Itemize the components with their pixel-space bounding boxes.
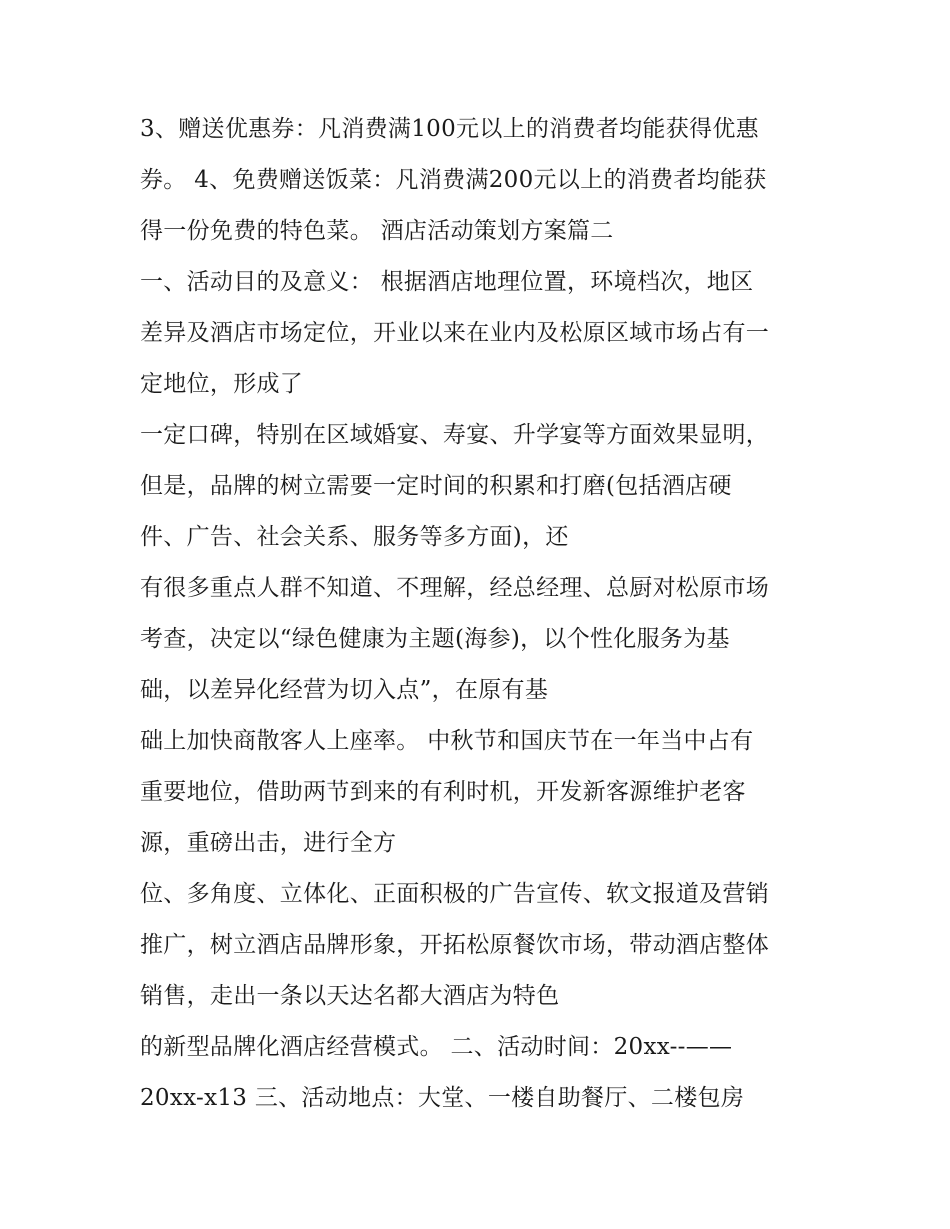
text-line: 券。 4、免费赠送饭菜：凡消费满200元以上的消费者均能获 bbox=[140, 167, 767, 193]
text-line: 3、赠送优惠券：凡消费满100元以上的消费者均能获得优惠 bbox=[140, 116, 759, 142]
text-line: 差异及酒店市场定位，开业以来在业内及松原区域市场占有一 bbox=[140, 320, 770, 346]
text-line: 一、活动目的及意义： 根据酒店地理位置，环境档次，地区 bbox=[140, 269, 754, 295]
text-line: 得一份免费的特色菜。 酒店活动策划方案篇二 bbox=[140, 218, 614, 244]
text-line: 定地位，形成了 bbox=[140, 371, 304, 397]
text-line: 位、多角度、立体化、正面积极的广告宣传、软文报道及营销 bbox=[140, 881, 770, 907]
text-line: 有很多重点人群不知道、不理解，经总经理、总厨对松原市场 bbox=[140, 575, 770, 601]
text-line: 的新型品牌化酒店经营模式。 二、活动时间：20xx--—— bbox=[140, 1034, 733, 1060]
text-line: 件、广告、社会关系、服务等多方面)，还 bbox=[140, 524, 569, 550]
text-line: 源，重磅出击，进行全方 bbox=[140, 830, 397, 856]
text-line: 销售，走出一条以天达名都大酒店为特色 bbox=[140, 983, 560, 1009]
text-line: 础，以差异化经营为切入点”，在原有基 bbox=[140, 677, 549, 703]
text-line: 但是，品牌的树立需要一定时间的积累和打磨(包括酒店硬 bbox=[140, 473, 732, 499]
text-line: 础上加快商散客人上座率。 中秋节和国庆节在一年当中占有 bbox=[140, 728, 754, 754]
text-line: 20xx-x13 三、活动地点：大堂、一楼自助餐厅、二楼包房 bbox=[140, 1085, 745, 1111]
text-line: 重要地位，借助两节到来的有利时机，开发新客源维护老客 bbox=[140, 779, 746, 805]
text-line: 推广，树立酒店品牌形象，开拓松原餐饮市场，带动酒店整体 bbox=[140, 932, 770, 958]
text-line: 一定口碑，特别在区域婚宴、寿宴、升学宴等方面效果显明， bbox=[140, 422, 770, 448]
text-line: 考查，决定以“绿色健康为主题(海参)，以个性化服务为基 bbox=[140, 626, 730, 652]
